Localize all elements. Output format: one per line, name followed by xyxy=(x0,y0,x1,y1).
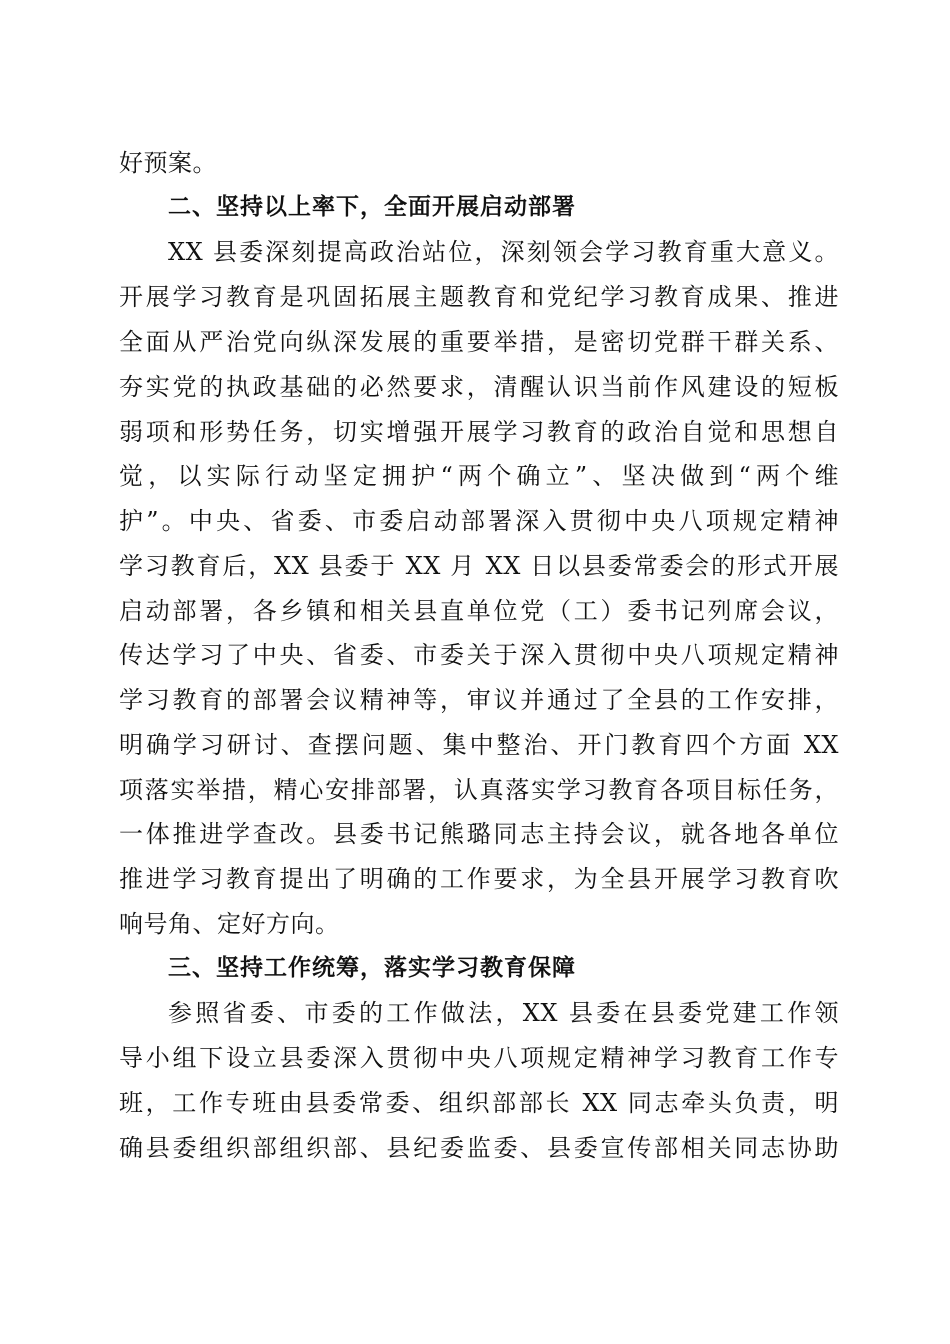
paragraph-line: XX 县委深刻提高政治站位，深刻领会学习教育重大意义。 xyxy=(168,238,839,266)
paragraph-line: 夯实党的执政基础的必然要求，清醒认识当前作风建设的短板 xyxy=(119,373,839,401)
paragraph-line: 参照省委、市委的工作做法，XX 县委在县委党建工作领 xyxy=(168,999,839,1027)
paragraph-line: 一体推进学查改。县委书记熊璐同志主持会议，就各地各单位 xyxy=(119,820,839,848)
paragraph-line: 项落实举措，精心安排部署，认真落实学习教育各项目标任务， xyxy=(119,776,839,804)
section-heading: 二、坚持以上率下，全面开展启动部署 xyxy=(168,194,576,220)
paragraph-line: 全面从严治党向纵深发展的重要举措，是密切党群干群关系、 xyxy=(119,328,839,356)
paragraph-line: 弱项和形势任务，切实增强开展学习教育的政治自觉和思想自 xyxy=(119,418,839,446)
paragraph-line: 确县委组织部组织部、县纪委监委、县委宣传部相关同志协助 xyxy=(119,1134,839,1162)
paragraph-line: 导小组下设立县委深入贯彻中央八项规定精神学习教育工作专 xyxy=(119,1044,839,1072)
paragraph-line: 开展学习教育是巩固拓展主题教育和党纪学习教育成果、推进 xyxy=(119,283,839,311)
paragraph-line: 传达学习了中央、省委、市委关于深入贯彻中央八项规定精神 xyxy=(119,641,839,669)
paragraph-line: 觉，以实际行动坚定拥护“两个确立”、坚决做到“两个维 xyxy=(119,462,839,490)
section-heading: 三、坚持工作统筹，落实学习教育保障 xyxy=(168,955,576,981)
paragraph-line: 班，工作专班由县委常委、组织部部长 XX 同志牵头负责，明 xyxy=(119,1089,839,1117)
paragraph-line: 启动部署，各乡镇和相关县直单位党（工）委书记列席会议， xyxy=(119,597,839,625)
paragraph-line: 推进学习教育提出了明确的工作要求，为全县开展学习教育吹 xyxy=(119,865,839,893)
paragraph-line: 护”。中央、省委、市委启动部署深入贯彻中央八项规定精神 xyxy=(119,507,839,535)
paragraph-line: 好预案。 xyxy=(119,149,217,177)
paragraph-line: 学习教育后，XX 县委于 XX 月 XX 日以县委常委会的形式开展 xyxy=(119,552,839,580)
paragraph-line: 学习教育的部署会议精神等，审议并通过了全县的工作安排， xyxy=(119,686,839,714)
paragraph-line: 响号角、定好方向。 xyxy=(119,910,340,938)
paragraph-line: 明确学习研讨、查摆问题、集中整治、开门教育四个方面 XX xyxy=(119,731,839,759)
